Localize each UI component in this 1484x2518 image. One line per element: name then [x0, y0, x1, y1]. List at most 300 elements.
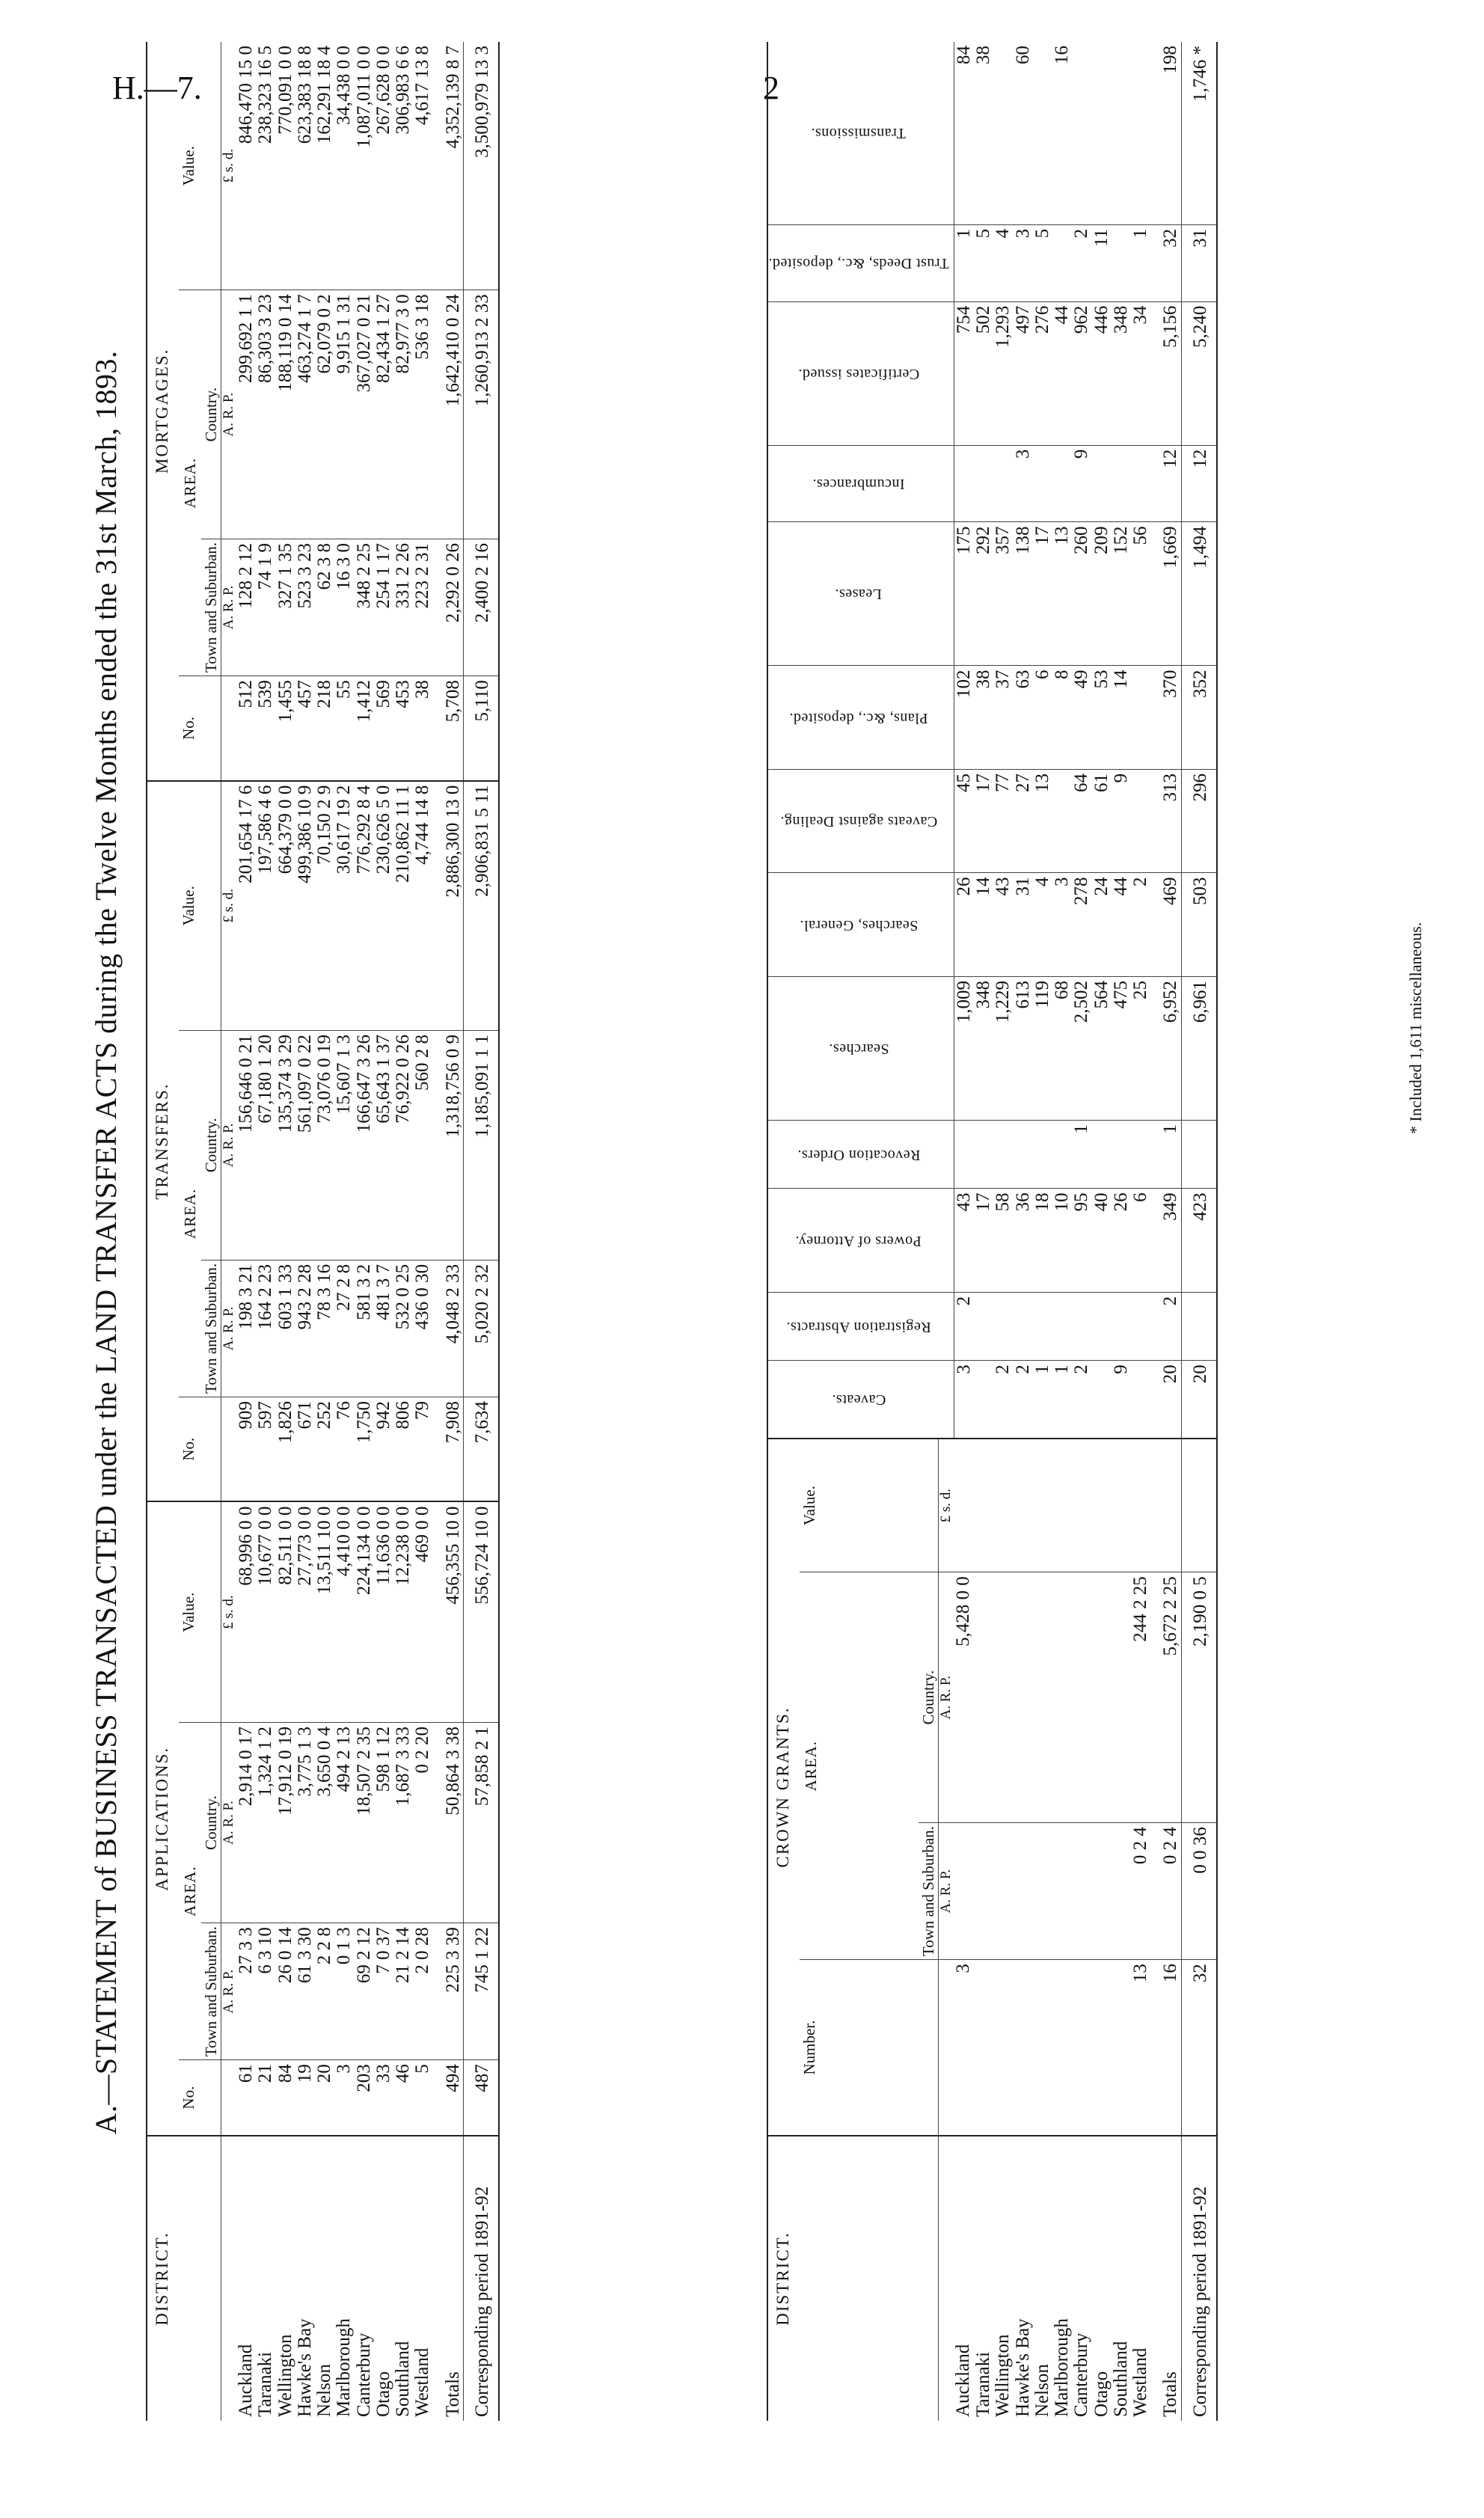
statement-title: A.—STATEMENT of BUSINESS TRANSACTED under the LAND TRANSFER ACTS during the Twelve Months ended the 31st March, 1893. — [89, 350, 123, 2135]
crown-grants-town-header: Town and Suburban. — [919, 1823, 939, 1960]
cell-mo-town: 16 3 0 — [334, 539, 354, 676]
dealing-count: 613 — [1014, 977, 1033, 1121]
dealing-count: 56 — [1131, 522, 1150, 666]
cell-mo-value: 1,087,011 0 0 — [353, 46, 374, 148]
cell-app-no: 20 — [315, 2060, 334, 2136]
crown-grants-cg-value — [1052, 1439, 1072, 1572]
dealing-count: 357 — [993, 522, 1013, 666]
crown-grants-cg-no: 3 — [954, 1960, 974, 2136]
crown-grants-cg-country: 244 2 25 — [1131, 1572, 1150, 1823]
dealing-count: 278 — [1072, 873, 1091, 977]
dealing-count — [1181, 1121, 1217, 1189]
dealing-count — [1033, 1121, 1052, 1189]
cell-app-no: 61 — [236, 2060, 256, 2136]
dealing-count: 1 — [1052, 1361, 1072, 1439]
dealing-count: 9 — [1072, 445, 1091, 522]
totals-row — [1150, 42, 1181, 2421]
dealing-count — [974, 1292, 993, 1360]
crown-grants-value-units: £ s. d. — [939, 1439, 954, 1572]
dealing-count: 4 — [1033, 873, 1052, 977]
cell-tr-town: 436 0 30 — [413, 1260, 432, 1397]
crown-grants-cg-town: 0 0 36 — [1181, 1823, 1217, 1960]
district-name: Auckland — [236, 2136, 256, 2421]
totals-app-no: 494 — [433, 2060, 464, 2136]
crown-grants-cg-no — [1112, 1960, 1131, 2136]
crown-grants-cg-town — [993, 1823, 1013, 1960]
dealing-count: 37 — [993, 666, 1013, 770]
applications-header: APPLICATIONS. — [147, 1501, 179, 2136]
dealing-count — [993, 1292, 1013, 1360]
dealing-count: 1,229 — [993, 977, 1013, 1121]
cell-mo-value: 846,470 15 0 — [236, 46, 257, 144]
applications-country-units: A. R. P. — [221, 1722, 236, 1923]
transfers-header: TRANSFERS. — [147, 781, 179, 1502]
dealing-count: 209 — [1092, 522, 1112, 666]
revocation-orders-header: Revocation Orders. — [767, 1121, 954, 1189]
cell-mo-value: 4,617 13 8 — [412, 46, 433, 126]
dealing-count: 44 — [1112, 873, 1131, 977]
mortgages-country-units: A. R. P. — [221, 290, 236, 539]
dealing-count: 17 — [1033, 522, 1052, 666]
dealing-count: 276 — [1033, 301, 1052, 445]
totals-tr-town: 4,048 2 33 — [433, 1260, 464, 1397]
table-row-label: Westland — [1131, 2136, 1150, 2421]
cell-tr-no: 79 — [413, 1397, 432, 1501]
mortgages-value-units: £ s. d. — [221, 148, 237, 183]
dealing-count — [1052, 445, 1072, 522]
dealing-count: 423 — [1181, 1189, 1217, 1293]
table-row — [1033, 42, 1052, 2421]
trust-deeds-deposited-header: Trust Deeds, &c., deposited. — [767, 224, 954, 301]
table-row — [393, 42, 413, 2421]
dealing-count: 6 — [1131, 1189, 1150, 1293]
dealing-count: 24 — [1092, 873, 1112, 977]
cell-mo-country: 367,027 0 21 — [355, 290, 374, 539]
searches-header: Searches. — [767, 977, 954, 1121]
crown-grants-cg-value — [1112, 1439, 1131, 1572]
corresponding-mo-value: 3,500,979 13 3 — [463, 42, 499, 290]
cell-tr-country: 15,607 1 3 — [334, 1030, 354, 1260]
page-number: 2 — [763, 70, 779, 106]
corresponding-tr-town: 5,020 2 32 — [463, 1260, 499, 1397]
table-row — [295, 42, 315, 2421]
dealing-count: 5,156 — [1150, 301, 1181, 445]
dealing-count: 497 — [1014, 301, 1033, 445]
cell-app-town: 7 0 37 — [374, 1923, 393, 2060]
table-row-label: Marlborough — [1052, 2136, 1072, 2421]
table-row — [1014, 42, 1033, 2421]
crown-grants-cg-town: 0 2 4 — [1131, 1823, 1150, 1960]
cell-app-no: 84 — [276, 2060, 295, 2136]
dealing-count: 2 — [1131, 873, 1150, 977]
corresponding-row — [463, 42, 499, 2421]
applications-value-header: Value. — [179, 1501, 221, 1722]
crown-grants-cg-value — [974, 1439, 993, 1572]
crown-grants-cg-no — [1052, 1960, 1072, 2136]
dealing-count: 469 — [1150, 873, 1181, 977]
cell-mo-town: 331 2 26 — [393, 539, 413, 676]
totals-label: Totals — [433, 2136, 464, 2421]
cell-mo-no: 38 — [413, 676, 432, 781]
totals-mo-town: 2,292 0 26 — [433, 539, 464, 676]
district-name: Canterbury — [355, 2136, 374, 2421]
cell-mo-no: 457 — [295, 676, 315, 781]
cell-tr-town: 943 2 28 — [295, 1260, 315, 1397]
dealing-count: 26 — [954, 873, 974, 977]
crown-grants-cg-country — [1033, 1572, 1052, 1823]
crown-grants-cg-no — [1072, 1960, 1091, 2136]
crown-grants-cg-town — [1033, 1823, 1052, 1960]
crown-grants-and-other-dealings-table — [767, 42, 1218, 2421]
dealing-count — [1014, 1292, 1033, 1360]
dealing-count: 64 — [1072, 770, 1091, 874]
dealing-count: 2 — [954, 1292, 974, 1360]
table-row-label: Nelson — [1033, 2136, 1052, 2421]
dealing-count — [1181, 1292, 1217, 1360]
table-row — [334, 42, 354, 2421]
crown-grants-cg-value — [1033, 1439, 1052, 1572]
cell-app-country: 598 1 12 — [374, 1722, 393, 1923]
transfers-town-units: A. R. P. — [221, 1260, 236, 1397]
land-transfer-business-table — [146, 42, 500, 2421]
dealing-count — [974, 445, 993, 522]
table-row-label: Southland — [1112, 2136, 1131, 2421]
corresponding-tr-no: 7,634 — [463, 1397, 499, 1501]
table-row — [413, 42, 432, 2421]
dealing-count: 313 — [1150, 770, 1181, 874]
dealing-count: 260 — [1072, 522, 1091, 666]
dealing-count: 53 — [1092, 666, 1112, 770]
cell-app-town: 6 3 10 — [256, 1923, 275, 2060]
cell-tr-no: 671 — [295, 1397, 315, 1501]
dealing-count: 10 — [1052, 1189, 1072, 1293]
crown-grants-cg-country — [1112, 1572, 1131, 1823]
cell-tr-country: 67,180 1 20 — [256, 1030, 275, 1260]
crown-grants-cg-country — [974, 1572, 993, 1823]
crown-grants-cg-no — [1033, 1960, 1052, 2136]
applications-value-units: £ s. d. — [221, 1501, 236, 1722]
cell-app-town: 2 2 8 — [315, 1923, 334, 2060]
totals-tr-value: 2,886,300 13 0 — [433, 781, 464, 1031]
dealing-count: 3 — [1014, 224, 1033, 301]
transfers-value-header: Value. — [179, 781, 221, 1031]
dealing-count: 6,961 — [1181, 977, 1217, 1121]
dealing-count — [1131, 445, 1150, 522]
dealing-count: 503 — [1181, 873, 1217, 977]
cell-app-value: 13,511 10 0 — [315, 1501, 334, 1722]
cell-app-town: 26 0 14 — [276, 1923, 295, 2060]
dealing-count: 20 — [1150, 1361, 1181, 1439]
dealing-count: 1 — [1033, 1361, 1052, 1439]
totals-mo-value: 4,352,139 8 7 — [442, 46, 463, 149]
crown-grants-cg-no — [974, 1960, 993, 2136]
dealing-count: 2,502 — [1072, 977, 1091, 1121]
dealing-count — [1052, 770, 1072, 874]
dealing-count — [1092, 445, 1112, 522]
table-row — [974, 42, 993, 2421]
cell-app-value: 27,773 0 0 — [295, 1501, 315, 1722]
cell-tr-no: 942 — [374, 1397, 393, 1501]
cell-app-value: 82,511 0 0 — [276, 1501, 295, 1722]
dealing-count: 3 — [1052, 873, 1072, 977]
cell-app-no: 33 — [374, 2060, 393, 2136]
cell-tr-value: 201,654 17 6 — [236, 781, 256, 1031]
dealing-count: 20 — [1181, 1361, 1217, 1439]
dealing-count: 5 — [1033, 224, 1052, 301]
cell-tr-value: 197,586 4 6 — [256, 781, 275, 1031]
dealing-count — [1131, 1292, 1150, 1360]
cell-tr-town: 532 0 25 — [393, 1260, 413, 1397]
totals-tr-country: 1,318,756 0 9 — [433, 1030, 464, 1260]
transfers-country-units: A. R. P. — [221, 1030, 236, 1260]
mortgages-town-header: Town and Suburban. — [201, 539, 221, 676]
mortgages-no-header: No. — [179, 676, 221, 781]
cell-mo-country: 299,692 1 1 — [236, 290, 256, 539]
totals-mo-no: 5,708 — [433, 676, 464, 781]
dealing-count: 352 — [1181, 666, 1217, 770]
dealing-count — [1072, 1292, 1091, 1360]
crown-grants-cg-town — [954, 1823, 974, 1960]
cell-mo-no: 218 — [315, 676, 334, 781]
dealing-count: 296 — [1181, 770, 1217, 874]
table-row-label: Hawke's Bay — [1014, 2136, 1033, 2421]
cell-app-no: 21 — [256, 2060, 275, 2136]
dealing-count: 95 — [1072, 1189, 1091, 1293]
dealing-count — [1072, 42, 1091, 224]
dealing-count — [1131, 1121, 1150, 1189]
dealing-count — [1033, 42, 1052, 224]
cell-tr-no: 909 — [236, 1397, 256, 1501]
dealing-count: 1,293 — [993, 301, 1013, 445]
dealing-count: 370 — [1150, 666, 1181, 770]
crown-grants-cg-country — [1014, 1572, 1033, 1823]
cell-mo-country: 62,079 0 2 — [315, 290, 334, 539]
transmissions-header: Transmissions. — [767, 42, 954, 224]
crown-grants-cg-no — [993, 1960, 1013, 2136]
crown-grants-cg-value — [1092, 1439, 1112, 1572]
cell-app-country: 2,914 0 17 — [236, 1722, 256, 1923]
dealing-count — [1014, 1121, 1033, 1189]
cell-app-value: 12,238 0 0 — [393, 1501, 413, 1722]
crown-grants-cg-no — [1092, 1960, 1112, 2136]
dealing-count: 2 — [1014, 1361, 1033, 1439]
dealing-count — [954, 445, 974, 522]
dealing-count — [1092, 1121, 1112, 1189]
crown-grants-cg-town — [974, 1823, 993, 1960]
cell-tr-town: 27 2 8 — [334, 1260, 354, 1397]
cell-app-no: 3 — [334, 2060, 354, 2136]
cell-tr-no: 252 — [315, 1397, 334, 1501]
transfers-town-header: Town and Suburban. — [201, 1260, 221, 1397]
cell-tr-country: 561,097 0 22 — [295, 1030, 315, 1260]
cell-tr-value: 499,386 10 9 — [295, 781, 315, 1031]
dealing-count: 6,952 — [1150, 977, 1181, 1121]
crown-grants-cg-value — [954, 1439, 974, 1572]
district-name: Westland — [413, 2136, 432, 2421]
dealing-count — [1131, 770, 1150, 874]
cell-mo-value: 34,438 0 0 — [334, 46, 355, 126]
corresponding-tr-country: 1,185,091 1 1 — [463, 1030, 499, 1260]
crown-grants-cg-town: 0 2 4 — [1150, 1823, 1181, 1960]
dealing-count — [1131, 666, 1150, 770]
dealing-count: 13 — [1033, 770, 1052, 874]
cell-tr-country: 156,646 0 21 — [236, 1030, 256, 1260]
cell-app-country: 1,324 1 2 — [256, 1722, 275, 1923]
district-header: DISTRICT. — [147, 2136, 221, 2421]
cell-mo-town: 62 3 8 — [315, 539, 334, 676]
cell-tr-town: 581 3 2 — [355, 1260, 374, 1397]
cell-app-country: 3,775 1 3 — [295, 1722, 315, 1923]
dealing-count: 18 — [1033, 1189, 1052, 1293]
table-row — [1092, 42, 1112, 2421]
dealing-count: 31 — [1014, 873, 1033, 977]
cell-tr-town: 481 3 7 — [374, 1260, 393, 1397]
dealing-count: 1 — [1150, 1121, 1181, 1189]
table-row — [236, 42, 256, 2421]
cell-app-country: 494 2 13 — [334, 1722, 354, 1923]
caveats-header: Caveats. — [767, 1361, 954, 1439]
cell-app-country: 18,507 2 35 — [355, 1722, 374, 1923]
dealing-count — [1112, 1292, 1131, 1360]
cell-tr-no: 597 — [256, 1397, 275, 1501]
dealing-count — [1112, 224, 1131, 301]
registration-abstracts-header: Registration Abstracts. — [767, 1292, 954, 1360]
cell-mo-value: 623,383 18 8 — [294, 46, 315, 144]
table-row-label: Taranaki — [974, 2136, 993, 2421]
corresponding-app-value: 556,724 10 0 — [463, 1501, 499, 1722]
dealing-count — [1052, 224, 1072, 301]
dealing-count: 34 — [1131, 301, 1150, 445]
table-row — [993, 42, 1013, 2421]
corresponding-mo-country: 1,260,913 2 33 — [463, 290, 499, 539]
applications-town-units: A. R. P. — [221, 1923, 236, 2060]
dealing-count — [993, 1121, 1013, 1189]
cell-mo-country: 82,434 1 27 — [374, 290, 393, 539]
cell-app-country: 0 2 20 — [413, 1722, 432, 1923]
cell-mo-town: 74 1 9 — [256, 539, 275, 676]
crown-grants-cg-country — [1052, 1572, 1072, 1823]
dealing-count — [1052, 1292, 1072, 1360]
transfers-no-header: No. — [179, 1397, 221, 1501]
cell-mo-country: 188,119 0 14 — [276, 290, 295, 539]
leases-header: Leases. — [767, 522, 954, 666]
crown-grants-cg-value — [1150, 1439, 1181, 1572]
cell-app-value: 68,996 0 0 — [236, 1501, 256, 1722]
district-name: Wellington — [276, 2136, 295, 2421]
cell-tr-town: 603 1 33 — [276, 1260, 295, 1397]
corresponding-mo-town: 2,400 2 16 — [463, 539, 499, 676]
transfers-country-header: Country. — [201, 1030, 221, 1260]
cell-app-country: 3,650 0 4 — [315, 1722, 334, 1923]
cell-mo-country: 9,915 1 31 — [334, 290, 354, 539]
cell-tr-country: 73,076 0 19 — [315, 1030, 334, 1260]
cell-app-value: 4,410 0 0 — [334, 1501, 354, 1722]
cell-tr-value: 230,626 5 0 — [374, 781, 393, 1031]
cell-tr-no: 76 — [334, 1397, 354, 1501]
dealing-count: 45 — [954, 770, 974, 874]
dealing-count — [1092, 42, 1112, 224]
cell-tr-town: 78 3 16 — [315, 1260, 334, 1397]
dealing-count: 2 — [1072, 224, 1091, 301]
cell-app-country: 17,912 0 19 — [276, 1722, 295, 1923]
certificates-issued-header: Certificates issued. — [767, 301, 954, 445]
dealing-count — [993, 445, 1013, 522]
totals-row-label: Totals — [1150, 2136, 1181, 2421]
dealing-count: 564 — [1092, 977, 1112, 1121]
cell-tr-country: 560 2 8 — [413, 1030, 432, 1260]
dealing-count: 2 — [993, 1361, 1013, 1439]
district-name: Otago — [374, 2136, 393, 2421]
cell-app-value: 10,677 0 0 — [256, 1501, 275, 1722]
cell-tr-value: 664,379 0 0 — [276, 781, 295, 1031]
crown-grants-area-header: AREA. — [800, 1572, 919, 1960]
dealing-count: 44 — [1052, 301, 1072, 445]
cell-app-town: 61 3 30 — [295, 1923, 315, 2060]
dealing-count: 2 — [1072, 1361, 1091, 1439]
district-name: Marlborough — [334, 2136, 354, 2421]
cell-tr-value: 776,292 8 4 — [355, 781, 374, 1031]
table-row — [954, 42, 974, 2421]
dealing-count: 9 — [1112, 770, 1131, 874]
corresponding-app-country: 57,858 2 1 — [463, 1722, 499, 1923]
dealing-count: 198 — [1160, 46, 1181, 74]
applications-area-header: AREA. — [179, 1722, 201, 2059]
dealing-count: 1,009 — [954, 977, 974, 1121]
dealing-count: 119 — [1033, 977, 1052, 1121]
mortgages-header: MORTGAGES. — [153, 348, 171, 474]
dealing-count — [974, 1361, 993, 1439]
dealing-count: 26 — [1112, 1189, 1131, 1293]
totals-tr-no: 7,908 — [433, 1397, 464, 1501]
dealing-count: 152 — [1112, 522, 1131, 666]
dealing-count: 68 — [1052, 977, 1072, 1121]
dealing-count: 38 — [973, 46, 994, 64]
corresponding-row — [1181, 42, 1217, 2421]
cell-mo-country: 463,274 1 7 — [295, 290, 315, 539]
crown-grants-cg-country — [993, 1572, 1013, 1823]
page-series-code: H.—7. — [112, 70, 202, 106]
crown-grants-cg-town — [1052, 1823, 1072, 1960]
cell-app-town: 21 2 14 — [393, 1923, 413, 2060]
dealing-count — [1131, 1361, 1150, 1439]
crown-grants-cg-country: 5,672 2 25 — [1150, 1572, 1181, 1823]
dealing-count: 40 — [1092, 1189, 1112, 1293]
crown-grants-header: CROWN GRANTS. — [767, 1439, 800, 2136]
caveats-against-dealing-header: Caveats against Dealing. — [767, 770, 954, 874]
district-name: Taranaki — [256, 2136, 275, 2421]
dealing-count: 348 — [1112, 301, 1131, 445]
cell-mo-no: 1,455 — [276, 676, 295, 781]
dealing-count: 61 — [1092, 770, 1112, 874]
dealing-count: 14 — [1112, 666, 1131, 770]
mortgages-country-header: Country. — [201, 290, 221, 539]
dealing-count: 31 — [1181, 224, 1217, 301]
dealing-count — [954, 1121, 974, 1189]
cell-mo-town: 523 3 23 — [295, 539, 315, 676]
crown-grants-value-header: Value. — [800, 1439, 939, 1572]
dealing-count: 292 — [974, 522, 993, 666]
dealing-count — [1052, 1121, 1072, 1189]
dealing-count: 27 — [1014, 770, 1033, 874]
table-row — [1131, 42, 1150, 2421]
transfers-value-units: £ s. d. — [221, 781, 236, 1031]
dealing-count: 3 — [1014, 445, 1033, 522]
district-name: Hawke's Bay — [295, 2136, 315, 2421]
dealing-count: 32 — [1150, 224, 1181, 301]
dealing-count — [1033, 445, 1052, 522]
dealing-count: 77 — [993, 770, 1013, 874]
corresponding-mo-no: 5,110 — [463, 676, 499, 781]
